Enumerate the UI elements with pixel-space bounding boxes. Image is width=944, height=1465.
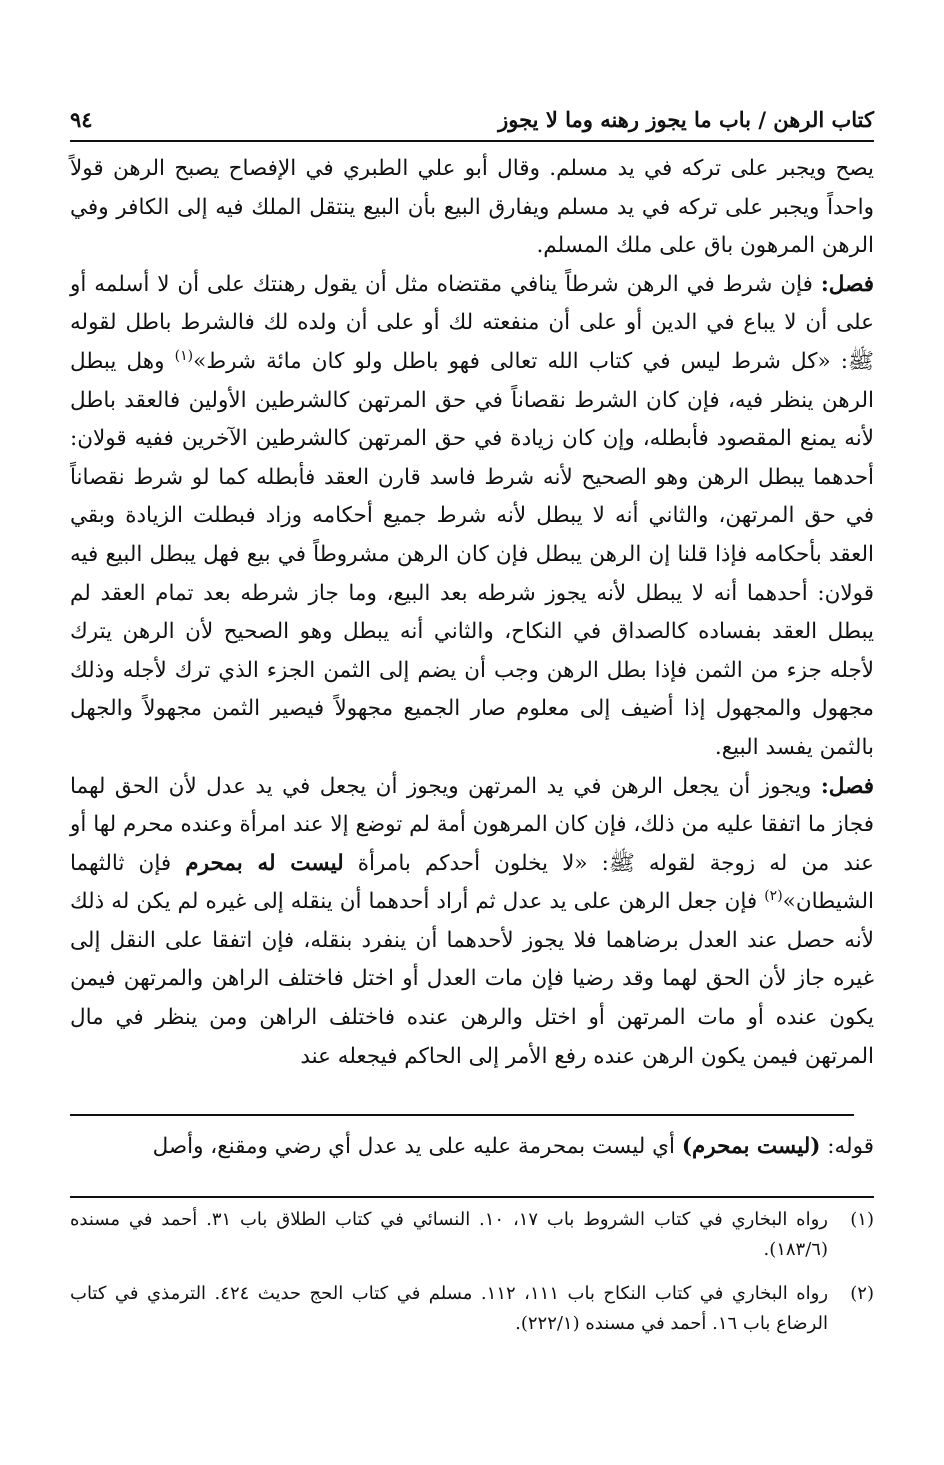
footnote-number: (١) <box>850 1209 874 1230</box>
section-term: فصل: <box>820 773 874 799</box>
paragraph-2-text-b: وهل يبطل الرهن ينظر فيه، فإن كان الشرط نقصاناً في حق المرتهن كالشرطين الأولين فالعقد باطل لأنه يمنع المقصود فأبطله، وإن كان زيادة في حق المرتهن كالشرطين الآخرين ففيه قولان: أحدهما يبطل الرهن وهو الصحيح لأنه شرط فاسد قارن العقد فأبطله كما لو شرط نقصاناً في حق المرتهن، والثاني أنه لا يبطل لأنه شرط جميع أحكامه وزاد فبطلت الزيادة وبقي العقد بأحكامه فإذا قلنا إن الرهن يبطل فإن كان الرهن مشروطاً في بيع فهل يبطل البيع فيه قولان: أحدهما أنه لا يبطل لأنه يجوز شرطه بعد البيع، وما جاز شرطه بعد تمام العقد لم يبطل العقد بفساده كالصداق في النكاح، والثاني أنه يبطل وهو الصحيح لأن الرهن يترك لأجله جزء من الثمن فإذا بطل الرهن وجب أن يضم إلى الثمن الجزء الذي ترك لأجله وذلك مجهول والمجهول إذا أضيف إلى معلوم صار الجميع مجهولاً فيصير الثمن مجهولاً والجهل بالثمن يفسد البيع. <box>70 348 875 760</box>
footnote-1 <box>70 1205 874 1265</box>
section-term: فصل: <box>820 271 874 297</box>
footnote-text: رواه البخاري في كتاب النكاح باب ١١١، ١١٢. مسلم في كتاب الحج حديث ٤٢٤. الترمذي في كتاب الرضاع باب ١٦. أحمد في مسنده (٢٢٢/١). <box>70 1283 829 1334</box>
commentary-term: (ليست بمحرم) <box>681 1134 821 1159</box>
footnote-ref-1: (١) <box>174 347 194 364</box>
header-rule <box>70 140 874 142</box>
footnotes <box>70 1205 874 1353</box>
paragraph-1-text: يصح ويجبر على تركه في يد مسلم. وقال أبو علي الطبري في الإفصاح يصبح الرهن قولاً واحداً ويجبر على تركه في يد مسلم ويفارق البيع بأن البيع ينتقل الملك فيه إلى الكافر وفي الرهن المرهون باق على ملك المسلم. <box>70 156 874 259</box>
main-text <box>70 150 874 1076</box>
footnote-rule <box>70 1196 874 1198</box>
page-number: ٩٤ <box>70 107 93 132</box>
paragraph-1 <box>70 150 874 266</box>
footnote-2 <box>70 1279 874 1339</box>
commentary-text-b: أي ليست بمحرمة عليه على يد عدل أي رضي ومقنع، وأصل <box>152 1134 682 1159</box>
paragraph-3-text-c: فإن جعل الرهن على يد عدل ثم أراد أحدهما أن ينقله إلى غيره لم يكن له ذلك لأنه حصل عند العدل برضاهما فلا يجوز لأحدهما أن ينفرد بنقله، فإن اتفقا على النقل إلى غيره جاز لأن الحق لهما وقد رضيا فإن مات العدل أو اختل فاختلف الراهن والمرتهن فيمن يكون عنده أو مات المرتهن أو اختل والرهن عنده فاختلف الراهن ومن ينظر في مال المرتهن فيمن يكون الرهن عنده رفع الأمر إلى الحاكم فيجعله عند <box>70 889 874 1069</box>
running-title: كتاب الرهن / باب ما يجوز رهنه وما لا يجوز <box>498 107 874 132</box>
commentary-note <box>70 1128 874 1166</box>
paragraph-2 <box>70 266 874 768</box>
paragraph-3-text-a: ويجوز أن يجعل الرهن في يد المرتهن ويجوز أن يجعل في يد عدل لأن الحق لهما فجاز ما اتفقا عليه من ذلك، فإن كان المرهون أمة لم توضع إلا عند امرأة وعنده محرم لها أو عند من له زوجة لقوله ﷺ: «لا يخلون أحدكم بامرأة <box>70 773 874 876</box>
footnote-ref-2: (٢) <box>764 888 783 905</box>
page-header <box>70 96 874 132</box>
paragraph-2-text-a: فإن شرط في الرهن شرطاً ينافي مقتضاه مثل أن يقول رهنتك على أن لا أسلمه أو على أن لا يباع في الدين أو على أن منفعته لك أو على أن ولده لك فالشرط باطل لقوله ﷺ: «كل شرط ليس في كتاب الله تعالى فهو باطل ولو كان مائة شرط» <box>70 271 874 374</box>
paragraph-3-text-b: فإن ثالثهما الشيطان» <box>70 850 874 915</box>
commentary-rule <box>70 1114 854 1116</box>
footnote-text: رواه البخاري في كتاب الشروط باب ١٧، ١٠. النسائي في كتاب الطلاق باب ٣١. أحمد في مسنده (١٨٣/٦). <box>70 1209 828 1260</box>
paragraph-3 <box>70 768 874 1077</box>
commentary-text-a: قوله: <box>820 1134 874 1159</box>
footnote-number: (٢) <box>850 1283 874 1304</box>
bold-phrase: ليست له بمحرم <box>185 850 344 876</box>
